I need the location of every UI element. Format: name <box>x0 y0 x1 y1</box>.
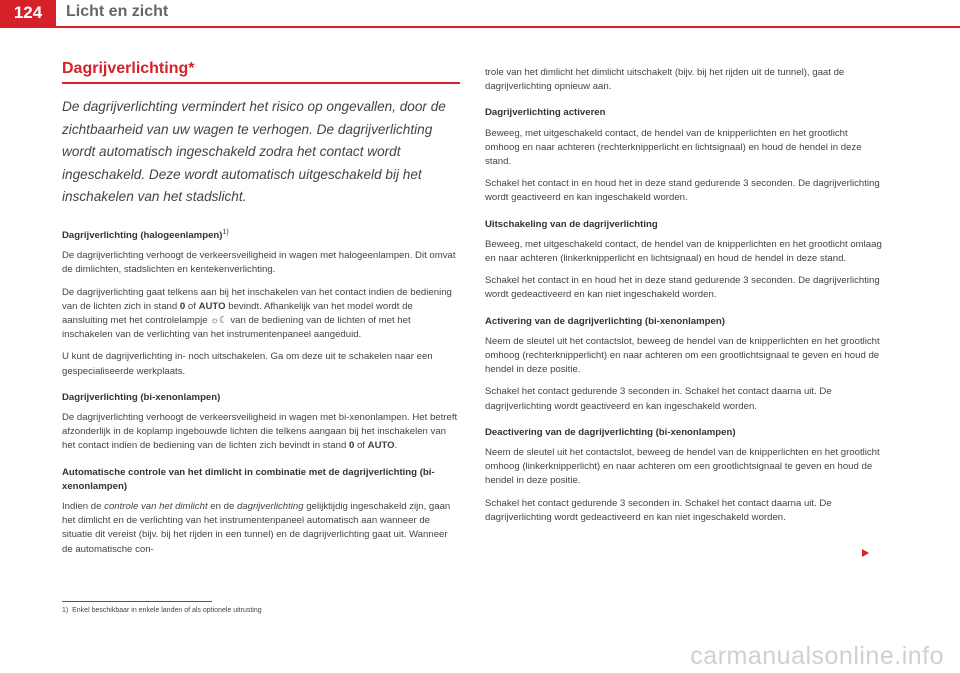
subheading-deactivate-bixenon: Deactivering van de dagrijverlichting (bi-xenonlampen) <box>485 426 736 438</box>
paragraph: U kunt de dagrijverlichting in- noch uitschakelen. Ga om deze uit te schakelen naar een gespecialiseerde werkplaats. <box>62 351 433 377</box>
watermark: carmanualsonline.info <box>690 642 944 670</box>
page-number: 124 <box>0 0 56 26</box>
footnote-rule <box>62 601 212 602</box>
subheading-automatic-control: Automatische controle van het dimlicht in combinatie met de dagrijverlichting (bi-xenonlampen) <box>62 466 435 492</box>
footnote-ref: 1) <box>222 228 229 236</box>
intro-text: De dagrijverlichting vermindert het risico op ongevallen, door de zichtbaarheid van uw wagen te verhogen. De dagrijverlichting wordt automatisch ingeschakeld zodra het contact wordt ingeschakeld. Deze wordt automatisch uitgeschakeld bij het inschakelen van het stadslicht. <box>62 99 446 205</box>
paragraph: Beweeg, met uitgeschakeld contact, de hendel van de knipperlichten en het grootlicht omlaag en naar achteren (linkerknipperlicht en lichtsignaal) en houd de hendel in deze stand. <box>485 238 882 265</box>
auto-symbol: AUTO <box>198 300 226 312</box>
auto-symbol: AUTO <box>367 440 395 452</box>
paragraph: Indien de controle van het dimlicht en de dagrijverlichting gelijktijdig ingeschakeld zijn, gaan het dimlicht en de verlichting van het instrumentenpaneel automatisch aan wanneer de situatie dit vereist (bijv. bij het rijden in een tunnel) en de dagrijverlichting gaat uit. Wanneer de automatische con- <box>62 500 451 555</box>
continue-arrow-icon <box>862 549 869 557</box>
subheading-activate: Dagrijverlichting activeren <box>485 107 606 119</box>
daylight-indicator-icon: ☼☾ <box>210 314 228 326</box>
paragraph: Beweeg, met uitgeschakeld contact, de hendel van de knipperlichten en het grootlicht omhoog en naar achteren (rechterknipperlicht en lichtsignaal) en houd de hendel in deze stand. <box>485 127 862 168</box>
paragraph: Schakel het contact in en houd het in deze stand gedurende 3 seconden. De dagrijverlichting wordt gedeactiveerd en kan niet ingeschakeld worden. <box>485 275 880 301</box>
paragraph: De dagrijverlichting gaat telkens aan bij het inschakelen van het contact indien de bediening van de lichten zich in stand 0 of AUTO bevindt. Afhankelijk van het model wordt de aansluiting met het controlelampje ☼☾ van de bediening van de lichten of met het inschakelen van de verlichting van het instrumentenpaneel aangeduid. <box>62 286 452 341</box>
paragraph: De dagrijverlichting verhoogt de verkeersveiligheid in wagen met bi-xenonlampen. Het betreft afzonderlijk in de koplamp ingebouwde lichten die telkens aangaan bij het inschakelen van het contact indien de bediening van de lichten zich bevindt in stand 0 of AUTO. <box>62 411 458 452</box>
left-column <box>62 62 460 565</box>
chapter-title: Licht en zicht <box>66 3 169 20</box>
header-rule <box>0 26 960 28</box>
paragraph: Schakel het contact in en houd het in deze stand gedurende 3 seconden. De dagrijverlichting wordt geactiveerd en kan ingeschakeld worden. <box>485 178 880 204</box>
footnote: 1) Enkel beschikbaar in enkele landen of als optionele uitrusting <box>62 607 262 614</box>
subheading-activate-bixenon: Activering van de dagrijverlichting (bi-xenonlampen) <box>485 315 725 327</box>
subheading-deactivate: Uitschakeling van de dagrijverlichting <box>485 218 658 230</box>
right-column <box>485 66 883 533</box>
title-rule <box>62 82 460 84</box>
paragraph: Schakel het contact gedurende 3 seconden in. Schakel het contact daarna uit. De dagrijverlichting wordt geactiveerd en kan ingeschakeld worden. <box>485 386 832 412</box>
subheading-halogen: Dagrijverlichting (halogeenlampen)$^{1)}$ <box>62 228 229 241</box>
subheading-bixenon: Dagrijverlichting (bi-xenonlampen) <box>62 391 221 403</box>
paragraph: Neem de sleutel uit het contactslot, beweeg de hendel van de knipperlichten en het grootlicht omhoog (rechterknipperlicht) en naar achteren om een grootlichtsignaal te geven en houd de hendel in deze positie. <box>485 335 880 376</box>
paragraph: Neem de sleutel uit het contactslot, beweeg de hendel van de knipperlichten en het grootlicht omhoog (linkerknipperlicht) en naar achteren om een grootlichtsignaal te geven en houd de hendel in deze positie. <box>485 447 880 487</box>
section-title: Dagrijverlichting* <box>62 60 195 77</box>
paragraph: De dagrijverlichting verhoogt de verkeersveiligheid in wagen met halogeenlampen. Dit omvat de dimlichten, stadslichten en kentekenverlichting. <box>62 250 456 276</box>
paragraph: trole van het dimlicht het dimlicht uitschakelt (bijv. bij het rijden uit de tunnel), gaat de dagrijverlichting opnieuw aan. <box>485 67 845 93</box>
paragraph: Schakel het contact gedurende 3 seconden in. Schakel het contact daarna uit. De dagrijverlichting wordt gedeactiveerd en kan niet ingeschakeld worden. <box>485 497 832 523</box>
